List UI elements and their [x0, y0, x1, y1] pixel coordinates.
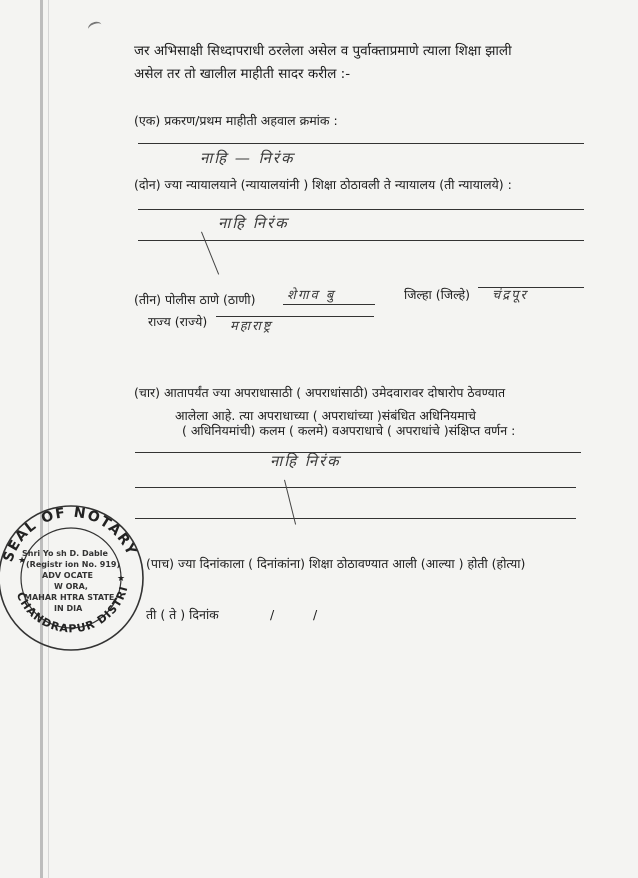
item2-handwritten-answer: नाहि निरंक: [218, 214, 289, 232]
seal-top-text: SEAL OF NOTARY: [0, 504, 140, 565]
item3-state-handwritten: महाराष्ट्र: [230, 319, 273, 334]
item1-fill-line: [138, 143, 584, 144]
ink-mark: [87, 20, 104, 34]
seal-star-left: ★: [18, 556, 27, 566]
item1-handwritten-answer: नाहि — निरंक: [200, 149, 295, 167]
item4-line-1: (चार) आतापर्यंत ज्या अपराधासाठी ( अपराधांसाठी) उमेदवारावर दोषारोप ठेवण्यात: [134, 385, 506, 400]
item4-fill-line-1: [135, 452, 581, 453]
item5-date-label: ती ( ते ) दिनांक: [146, 607, 219, 622]
item4-line-2: आलेला आहे. त्या अपराधाच्या ( अपराधांच्या )संबंधित अधिनियमाचे: [175, 408, 476, 423]
seal-line-5: MAHAR HTRA STATE: [24, 593, 115, 602]
intro-line-2: असेल तर तो खालील माहीती सादर करील :-: [134, 66, 351, 82]
item2-label: (दोन) ज्या न्यायालयाने (न्यायालयांनी ) शिक्षा ठोठावली ते न्यायालय (ती न्यायालये) :: [134, 177, 512, 192]
item2-fill-line-1: [138, 209, 584, 210]
seal-line-6: IN DIA: [54, 604, 83, 613]
item3-state-label: राज्य (राज्ये): [148, 314, 208, 329]
item3-police-label: (तीन) पोलीस ठाणे (ठाणी): [134, 292, 256, 307]
seal-line-2: (Registr ion No. 919): [26, 560, 121, 569]
item2-strike-stroke: [201, 232, 219, 275]
notary-seal-stamp: [0, 503, 146, 653]
seal-line-4: W ORA,: [54, 582, 88, 591]
item1-label: (एक) प्रकरण/प्रथम माहीती अहवाल क्रमांक :: [134, 113, 338, 128]
seal-bottom-text: CHANDRAPUR DISTRI: [13, 584, 131, 636]
item4-handwritten-answer: नाहि निरंक: [270, 452, 341, 470]
seal-star-right: ★: [117, 574, 126, 584]
item3-district-handwritten: चंद्रपूर: [492, 288, 528, 303]
item4-fill-line-3: [135, 518, 576, 519]
item3-police-fill-line: [283, 304, 375, 305]
item3-district-label: जिल्हा (जिल्हे): [404, 287, 471, 302]
binding-edge: [40, 0, 43, 878]
item5-label: (पाच) ज्या दिनांकाला ( दिनांकांना) शिक्षा ठोठावण्यात आली (आल्या ) होती (होत्या): [146, 556, 526, 571]
binding-edge-shadow: [48, 0, 49, 878]
item5-date-separator-1: /: [270, 607, 275, 622]
seal-line-3: ADV OCATE: [42, 571, 93, 580]
seal-line-1: Shri Yo sh D. Dable: [22, 549, 108, 558]
item4-fill-line-2: [135, 487, 576, 488]
item3-police-handwritten: शेगाव बु: [287, 288, 336, 303]
item5-date-separator-2: /: [313, 607, 318, 622]
item4-line-3: ( अधिनियमांची) कलम ( कलमे) वअपराधाचे ( अपराधांचे )संक्षिप्त वर्णन :: [182, 423, 516, 438]
intro-line-1: जर अभिसाक्षी सिध्दापराधी ठरलेला असेल व पुर्वाक्ताप्रमाणे त्याला शिक्षा झाली: [134, 43, 512, 59]
